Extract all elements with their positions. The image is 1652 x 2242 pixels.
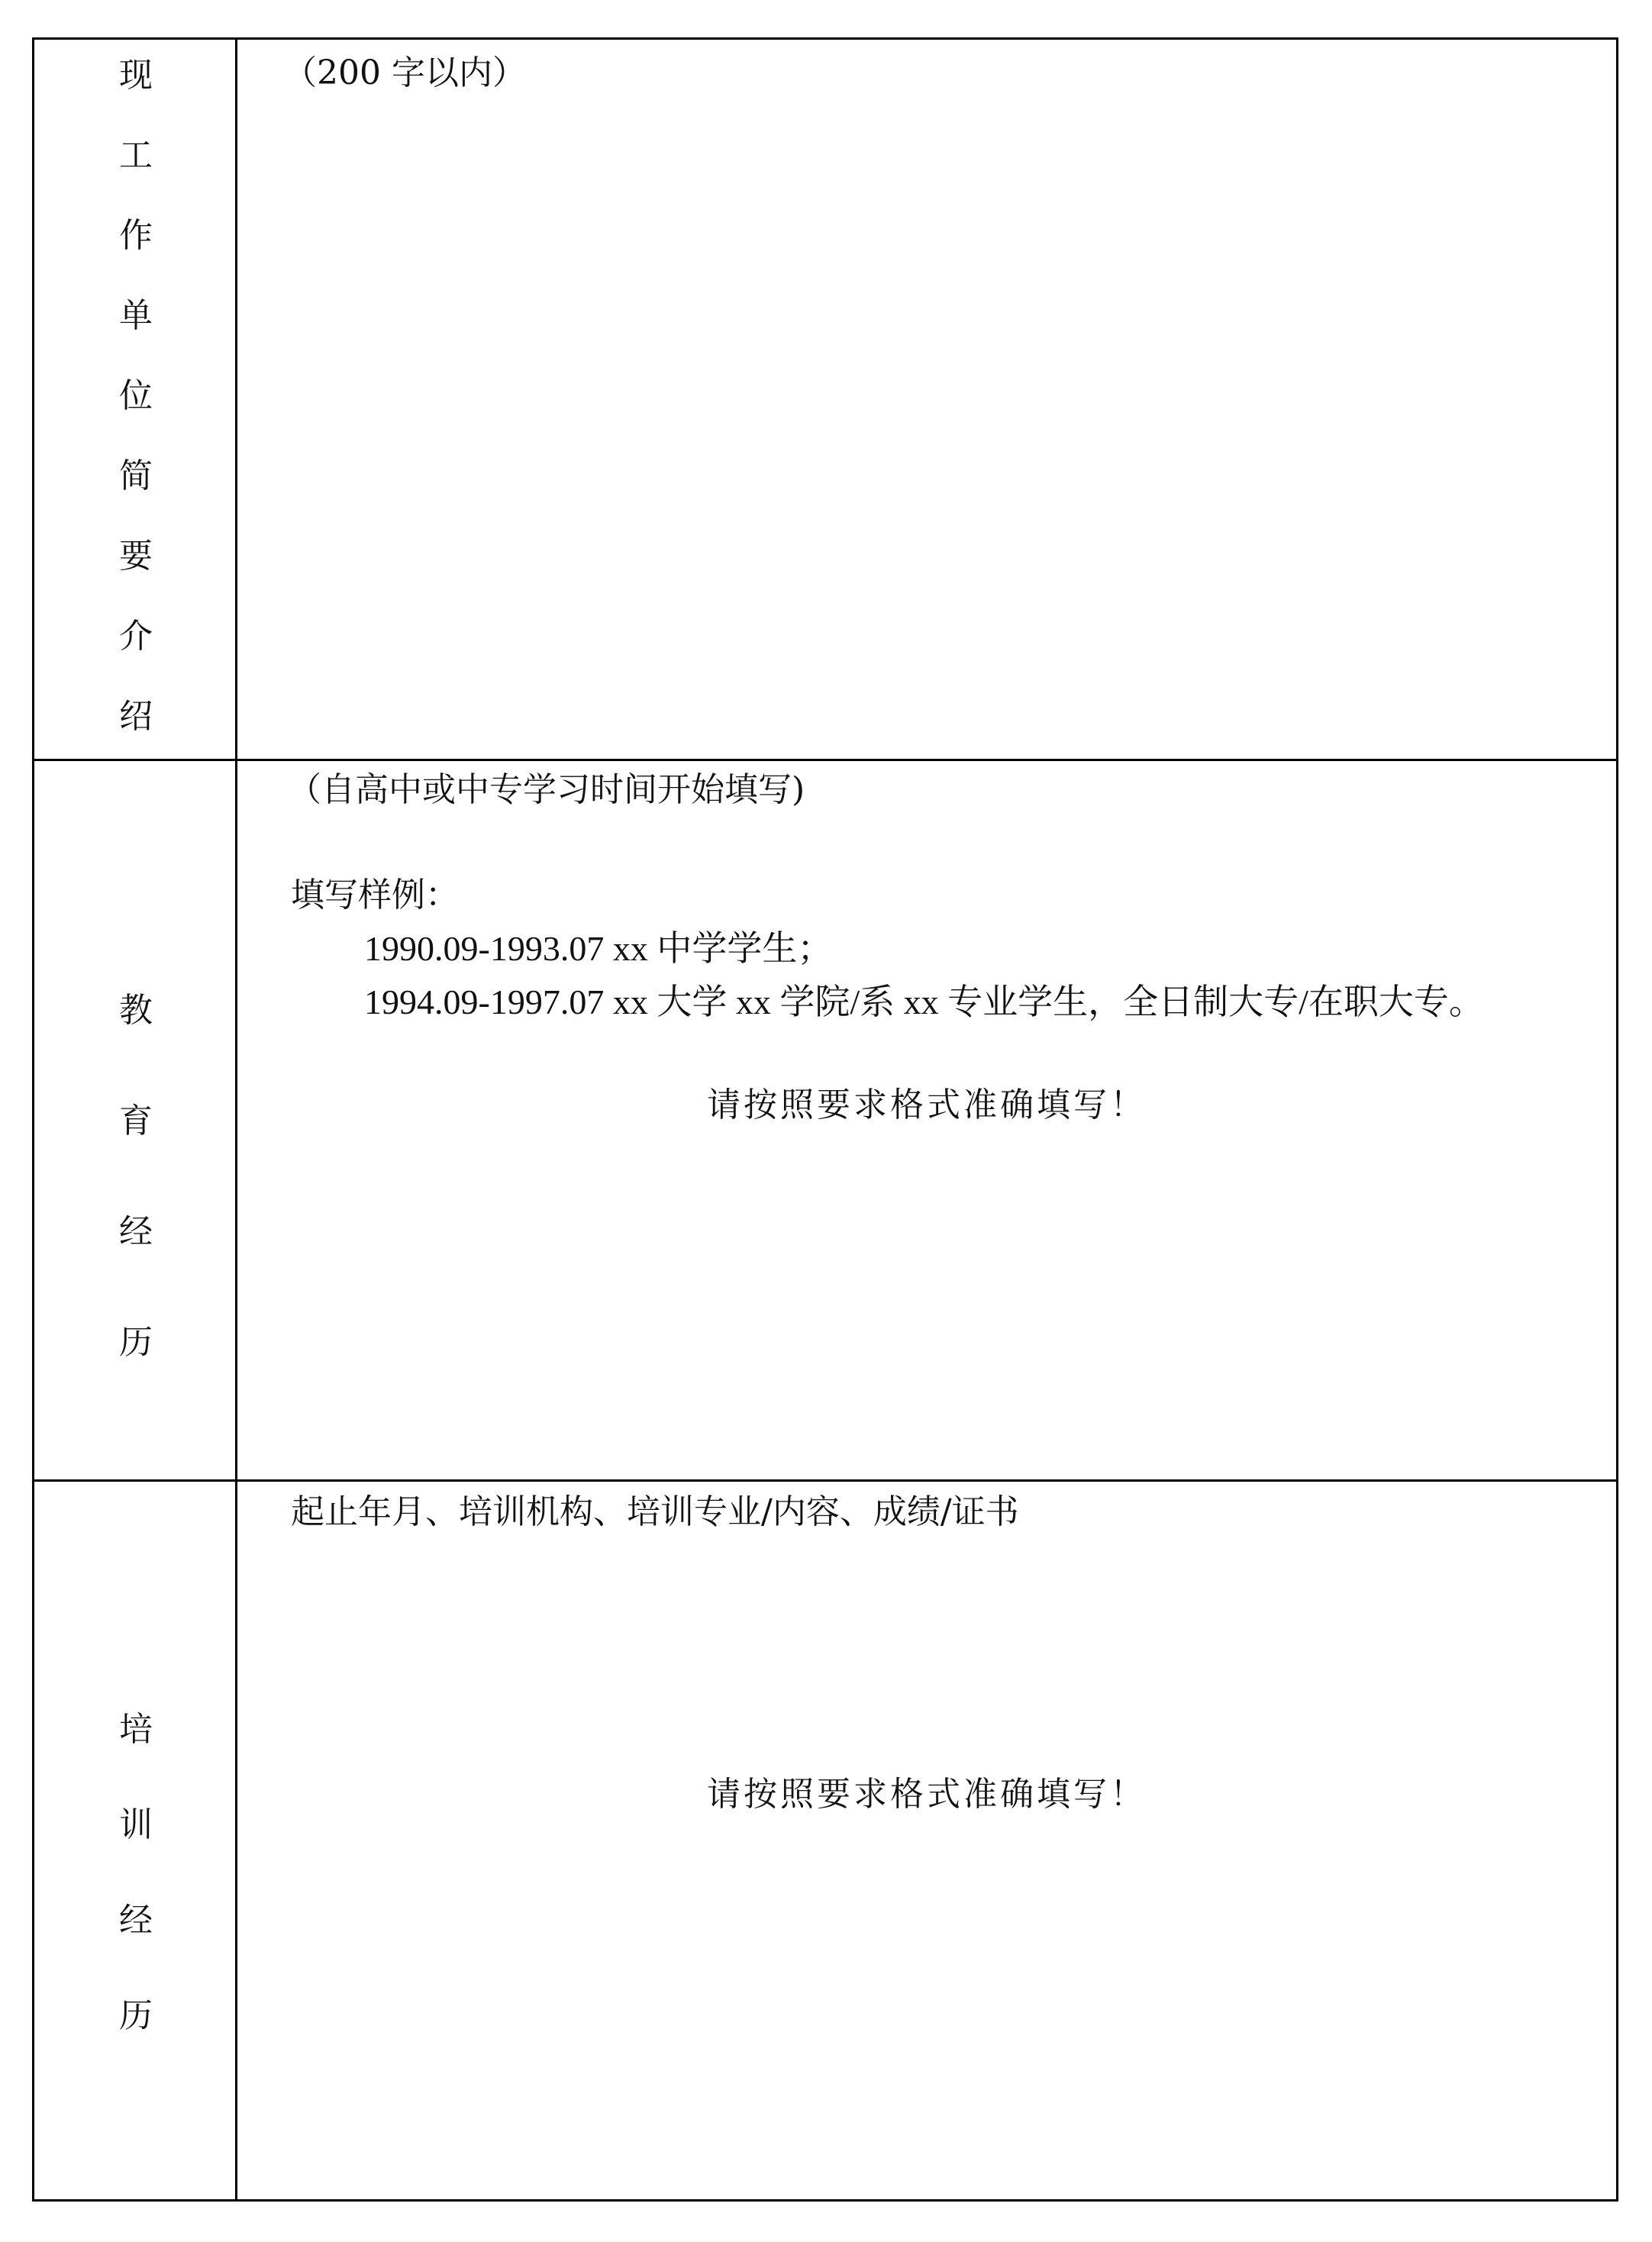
education-sample-line: 1990.09-1993.07 xx 中学学生； bbox=[364, 929, 833, 968]
education-sample-line: 1994.09-1997.07 xx 大学 xx 学院/系 xx 专业学生，全日制大专/在职大专。 bbox=[364, 982, 1484, 1021]
work-unit-content-field[interactable] bbox=[237, 40, 1616, 759]
training-label-cell bbox=[34, 1482, 237, 2199]
training-label-char: 历 bbox=[119, 1996, 153, 2035]
education-label-char: 育 bbox=[119, 1102, 153, 1140]
work-unit-label-char: 绍 bbox=[119, 697, 153, 736]
training-content-field[interactable] bbox=[237, 1482, 1616, 2199]
work-unit-row bbox=[34, 40, 1616, 761]
training-label-char: 经 bbox=[119, 1901, 153, 1940]
education-label-char: 经 bbox=[119, 1212, 153, 1251]
training-label-char: 训 bbox=[119, 1805, 153, 1844]
education-label-char: 教 bbox=[119, 991, 153, 1030]
education-row bbox=[34, 761, 1616, 1482]
education-hint: （自高中或中专学习时间开始填写) bbox=[288, 770, 805, 809]
education-label-cell bbox=[34, 761, 237, 1479]
work-unit-label-char: 单 bbox=[119, 296, 153, 335]
work-unit-label-char: 工 bbox=[119, 136, 153, 175]
training-label-char: 培 bbox=[119, 1710, 153, 1749]
work-unit-label-char: 简 bbox=[119, 456, 153, 495]
training-row bbox=[34, 1482, 1616, 2199]
work-unit-label-cell bbox=[34, 40, 237, 759]
education-sample-title: 填写样例： bbox=[291, 876, 459, 915]
education-content-field[interactable] bbox=[237, 761, 1616, 1479]
work-unit-label-char: 介 bbox=[119, 617, 153, 656]
work-unit-label-char: 位 bbox=[119, 376, 153, 415]
work-unit-label-char: 现 bbox=[119, 56, 153, 95]
training-format-notice: 请按照要求格式准确填写！ bbox=[707, 1775, 1147, 1814]
resume-form-table bbox=[32, 37, 1618, 2202]
work-unit-label-char: 要 bbox=[119, 537, 153, 576]
education-format-notice: 请按照要求格式准确填写！ bbox=[707, 1086, 1147, 1124]
education-label-char: 历 bbox=[119, 1323, 153, 1362]
work-unit-hint: （200 字以内） bbox=[283, 53, 526, 92]
training-hint: 起止年月、培训机构、培训专业/内容、成绩/证书 bbox=[291, 1492, 1019, 1531]
work-unit-label-char: 作 bbox=[119, 216, 153, 255]
